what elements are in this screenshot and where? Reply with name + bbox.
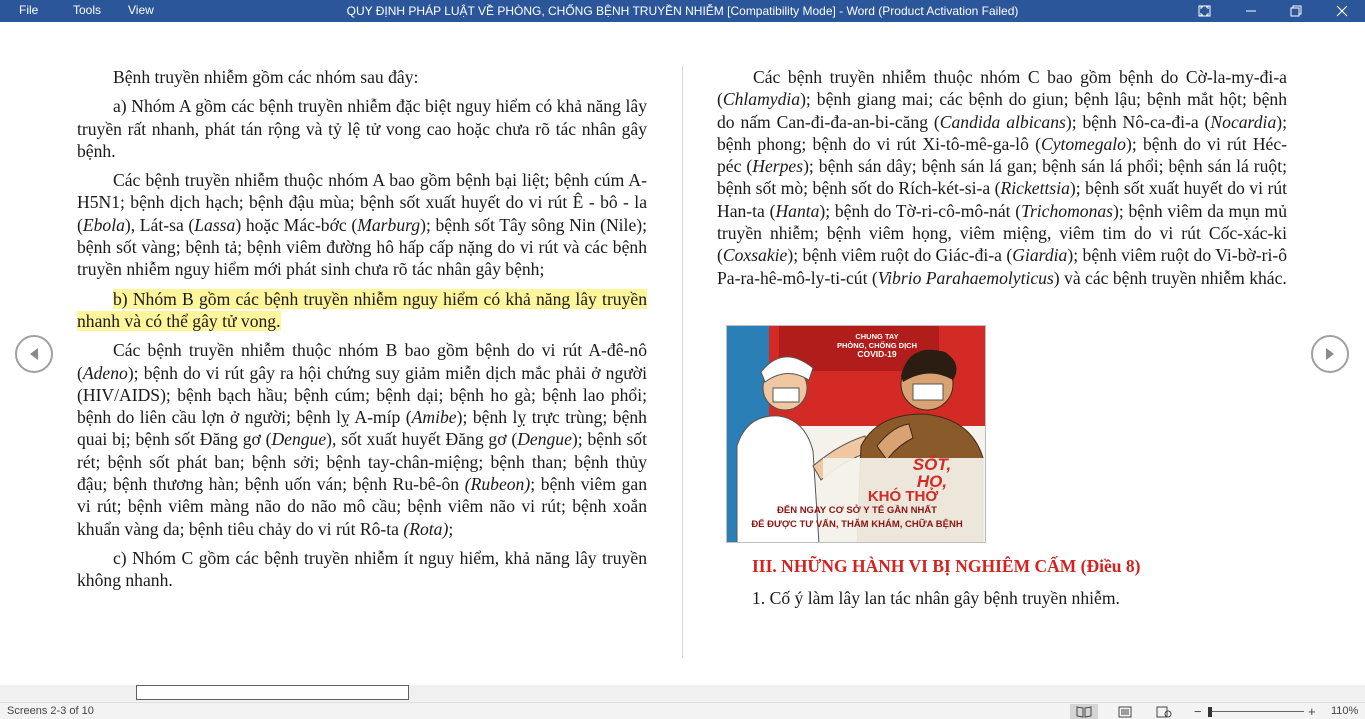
zoom-slider-thumb[interactable]	[1208, 707, 1212, 717]
window-title: QUY ĐỊNH PHÁP LUẬT VỀ PHÒNG, CHỐNG BỆNH TRUYỀN NHIỄM [Compatibility Mode] - Word (Product Activation Failed)	[346, 4, 1019, 18]
status-bar	[0, 702, 1365, 719]
close-button[interactable]	[1327, 0, 1357, 22]
horizontal-scrollbar[interactable]	[0, 685, 1365, 702]
read-mode-button[interactable]	[1070, 704, 1098, 719]
minimize-button[interactable]	[1236, 0, 1266, 22]
close-icon	[1336, 5, 1348, 17]
scrollbar-thumb[interactable]	[136, 685, 409, 700]
poster-symptom-breath: KHÓ THỞ	[867, 488, 939, 505]
maximize-button[interactable]	[1281, 0, 1311, 22]
web-layout-icon	[1156, 706, 1172, 718]
paragraph-group-a: a) Nhóm A gồm các bệnh truyền nhiễm đặc biệt nguy hiểm có khả năng lây truyền rất nhanh, phát tán rộng và tỷ lệ tử vong cao hoặc chưa rõ tác nhân gây bệnh.	[77, 96, 647, 161]
zoom-level[interactable]: 110%	[1331, 705, 1359, 717]
left-page	[77, 66, 647, 599]
zoom-slider[interactable]	[1208, 711, 1304, 712]
book-icon	[1076, 706, 1092, 718]
page-layout-icon	[1118, 706, 1132, 718]
poster-symptoms: SỐT, HO,	[912, 455, 952, 491]
restore-view-button[interactable]	[1189, 0, 1219, 22]
previous-screen-button[interactable]	[15, 335, 53, 373]
covid-poster-image	[726, 325, 986, 543]
menu-tools[interactable]: Tools	[73, 3, 102, 17]
print-layout-button[interactable]	[1111, 704, 1139, 719]
zoom-in-button[interactable]: +	[1308, 704, 1316, 719]
menu-file[interactable]: File	[19, 3, 39, 17]
poster-advice: ĐẾN NGAY CƠ SỞ Y TẾ GẦN NHẤT ĐỂ ĐƯỢC TƯ VẤN, THĂM KHÁM, CHỮA BỆNH	[751, 505, 963, 530]
next-screen-button[interactable]	[1311, 335, 1349, 373]
maximize-icon	[1290, 5, 1302, 17]
chevron-left-icon	[27, 346, 41, 362]
list-item: 1. Cố ý làm lây lan tác nhân gây bệnh truyền nhiễm.	[752, 588, 1120, 608]
minimize-icon	[1245, 5, 1257, 17]
paragraph-group-b-list: Các bệnh truyền nhiễm thuộc nhóm B bao gồm bệnh do vi rút A-đê-nô (Adeno); bệnh do vi rút gây ra hội chứng suy giảm miễn dịch mắc phải ở người (HIV/AIDS); bệnh bạch hầu; bệnh cúm; bệnh dại; bệnh ho gà; bệnh lao phổi; bệnh do liên cầu lợn ở người; bệnh lỵ A-míp (Amibe); bệnh lỵ trực trùng; bệnh quai bị; bệnh sốt Đăng gơ (Dengue), sốt xuất huyết Đăng gơ (Dengue); bệnh sốt rét; bệnh sốt phát ban; bệnh sởi; bệnh tay-chân-miệng; bệnh than; bệnh thủy đậu; bệnh thương hàn; bệnh uốn ván; bệnh Ru-bê-ôn (Rubeon); bệnh viêm gan vi rút; bệnh viêm màng não do não mô cầu; bệnh viêm não vi rút; bệnh xoắn khuẩn vàng da; bệnh tiêu chảy do vi rút Rô-ta (Rota);	[77, 340, 647, 539]
right-page	[717, 66, 1287, 296]
web-layout-button[interactable]	[1150, 704, 1178, 719]
paragraph: Bệnh truyền nhiễm gồm các nhóm sau đây:	[113, 67, 419, 87]
restore-view-icon	[1198, 5, 1211, 17]
highlighted-paragraph	[77, 288, 647, 333]
chevron-right-icon	[1323, 346, 1337, 362]
screen-counter: Screens 2-3 of 10	[7, 705, 94, 717]
section-heading: III. NHỮNG HÀNH VI BỊ NGHIÊM CẤM (Điều 8)	[752, 556, 1141, 576]
highlight: b) Nhóm B gồm các bệnh truyền nhiễm nguy hiểm có khả năng lây truyền nhanh và có thể gây tử vong.	[77, 288, 647, 331]
poster-banner: CHUNG TAY PHÒNG, CHỐNG DỊCH COVID-19	[836, 332, 917, 359]
paragraph-group-c: c) Nhóm C gồm các bệnh truyền nhiễm ít nguy hiểm, khả năng lây truyền không nhanh.	[77, 547, 647, 591]
paragraph-group-c-list: Các bệnh truyền nhiễm thuộc nhóm C bao gồm bệnh do Cờ-la-my-đi-a (Chlamydia); bệnh giang mai; các bệnh do giun; bệnh lậu; bệnh mắt hột; bệnh do nấm Can-đi-đa-an-bi-căng (Candida albicans); bệnh Nô-ca-đi-a (Nocardia); bệnh phong; bệnh do vi rút Xi-tô-mê-ga-lô (Cytomegalo); bệnh do vi rút Héc-péc (Herpes); bệnh sán dây; bệnh sán lá gan; bệnh sán lá phổi; bệnh sán lá ruột; bệnh sốt mò; bệnh sốt do Rích-két-si-a (Rickettsia); bệnh sốt xuất huyết do vi rút Han-ta (Hanta); bệnh do Tờ-ri-cô-mô-nát (Trichomonas); bệnh viêm da mụn mủ truyền nhiễm; bệnh viêm họng, viêm miệng, viêm tim do vi rút Cốc-xác-ki (Coxsakie); bệnh viêm ruột do Giác-đi-a (Giardia); bệnh viêm ruột do Vi-bờ-ri-ô Pa-ra-hê-mô-ly-ti-cút (Vibrio Parahaemolyticus) và các bệnh truyền nhiễm khác.	[717, 67, 1288, 288]
paragraph-group-a-list: Các bệnh truyền nhiễm thuộc nhóm A bao gồm bệnh bại liệt; bệnh cúm A-H5N1; bệnh dịch hạch; bệnh đậu mùa; bệnh sốt xuất huyết do vi rút Ê - bô - la (Ebola), Lát-sa (Lassa) hoặc Mác-bớc (Marburg); bệnh sốt Tây sông Nin (Nile); bệnh sốt vàng; bệnh tả; bệnh viêm đường hô hấp cấp nặng do vi rút và các bệnh truyền nhiễm nguy hiểm mới phát sinh chưa rõ tác nhân gây bệnh;	[77, 170, 647, 280]
zoom-out-button[interactable]: −	[1194, 704, 1202, 719]
menu-view[interactable]: View	[128, 3, 154, 17]
title-bar	[0, 0, 1365, 22]
page-divider	[682, 66, 683, 658]
